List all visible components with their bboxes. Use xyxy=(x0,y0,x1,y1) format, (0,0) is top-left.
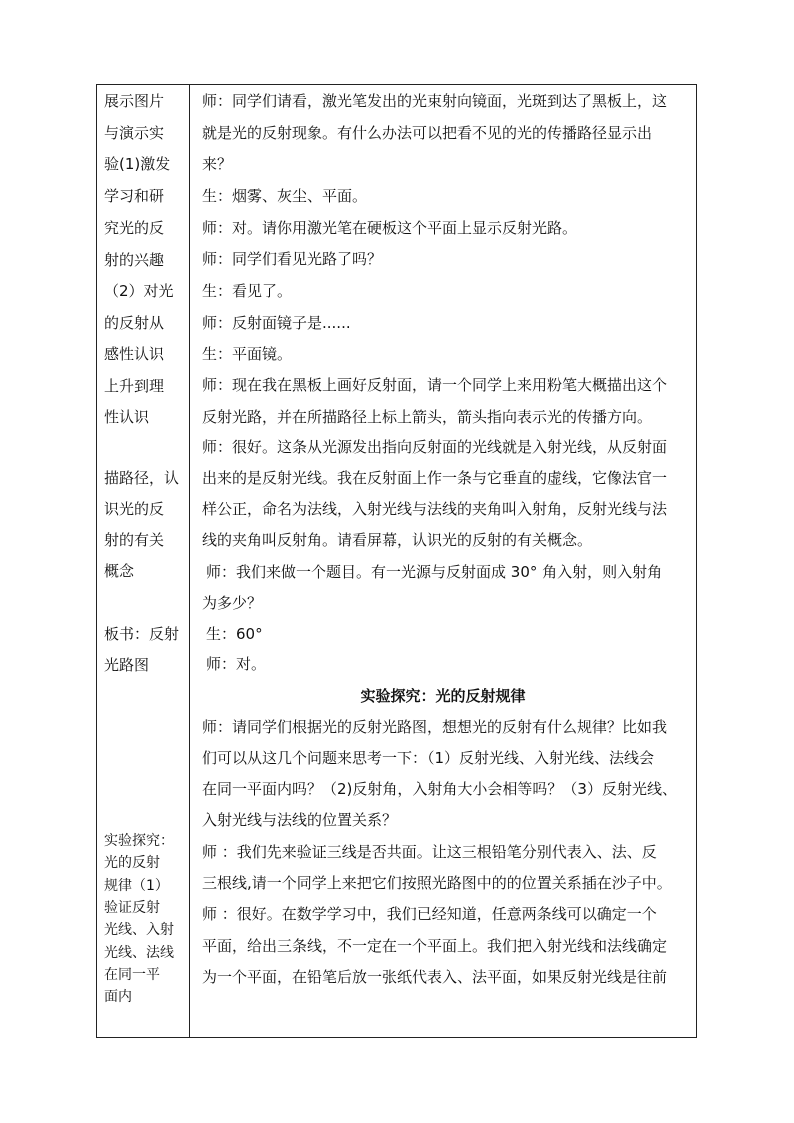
activity-text: 概念 xyxy=(104,562,135,580)
activity-text: 光路图 xyxy=(104,656,150,674)
activity-text: 板书：反射 xyxy=(104,625,180,643)
dialogue-line: 师：我们来做一个题目。有一光源与反射面成 30° 角入射，则入射角 xyxy=(206,563,663,581)
dialogue-line: 为多少？ xyxy=(202,594,263,612)
dialogue-line: 平面，给出三条线，不一定在一个平面上。我们把入射光线和法线确定 xyxy=(202,937,668,955)
dialogue-line: 师：反射面镜子是...... xyxy=(202,314,351,332)
dialogue-line: 线的夹角叫反射角。请看屏幕，认识光的反射的有关概念。 xyxy=(202,531,593,549)
activity-text: 实验探究： xyxy=(104,833,174,849)
activity-text: 光线、法线 xyxy=(104,945,174,961)
activity-text: 验(1)激发 xyxy=(104,155,171,173)
dialogue-column xyxy=(190,85,696,1037)
dialogue-line: 师：现在我在黑板上画好反射面，请一个同学上来用粉笔大概描出这个 xyxy=(202,376,668,394)
dialogue-line: 为一个平面，在铅笔后放一张纸代表入、法平面，如果反射光线是往前 xyxy=(202,968,668,986)
dialogue-line: 在同一平面内吗？（2)反射角，入射角大小会相等吗？（3）反射光线、 xyxy=(202,780,677,798)
activity-text: 性认识 xyxy=(104,408,150,426)
dialogue-line: 就是光的反射现象。有什么办法可以把看不见的光的传播路径显示出 xyxy=(202,124,653,142)
dialogue-line: 师：很好。这条从光源发出指向反射面的光线就是入射光线，从反射面 xyxy=(202,438,668,456)
dialogue-line: 生：烟雾、灰尘、平面。 xyxy=(202,187,368,205)
dialogue-line: 师：同学们请看，激光笔发出的光束射向镜面，光斑到达了黑板上，这 xyxy=(202,92,668,110)
dialogue-line: 三根线,请一个同学上来把它们按照光路图中的的位置关系插在沙子中。 xyxy=(202,874,672,892)
activity-text: 在同一平 xyxy=(104,967,160,983)
activity-text: 射的兴趣 xyxy=(104,251,165,269)
activity-text: 光线、入射 xyxy=(104,922,174,938)
activity-text: 验证反射 xyxy=(104,900,160,916)
activity-text: 上升到理 xyxy=(104,377,165,395)
dialogue-line: 师：请同学们根据光的反射光路图，想想光的反射有什么规律？比如我 xyxy=(202,718,668,736)
dialogue-line: 师：对。请你用激光笔在硬板这个平面上显示反射光路。 xyxy=(202,219,578,237)
activity-text: 展示图片 xyxy=(104,92,165,110)
activity-text: 学习和研 xyxy=(104,187,165,205)
lesson-plan-table xyxy=(96,84,697,1038)
dialogue-line: 来？ xyxy=(202,155,233,173)
dialogue-line: 师 ：很好。在数学学习中，我们已经知道，任意两条线可以确定一个 xyxy=(202,905,657,923)
dialogue-line: 反射光路，并在所描路径上标上箭头，箭头指向表示光的传播方向。 xyxy=(202,408,653,426)
activity-text: 感性认识 xyxy=(104,345,165,363)
dialogue-line: 样公正，命名为法线，入射光线与法线的夹角叫入射角，反射光线与法 xyxy=(202,500,668,518)
dialogue-line: 生：看见了。 xyxy=(202,282,293,300)
dialogue-line: 入射光线与法线的位置关系？ xyxy=(202,811,398,829)
dialogue-line: 师：对。 xyxy=(206,655,267,673)
activity-text: 识光的反 xyxy=(104,500,165,518)
dialogue-line: 生：60° xyxy=(206,625,263,643)
activity-text: 究光的反 xyxy=(104,219,165,237)
activity-text: 射的有关 xyxy=(104,531,165,549)
activity-column xyxy=(97,85,189,1037)
activity-text: 规律（1） xyxy=(104,878,169,894)
activity-text: 与演示实 xyxy=(104,124,165,142)
activity-text: 面内 xyxy=(104,989,132,1005)
activity-text: 描路径，认 xyxy=(104,469,180,487)
dialogue-line: 出来的是反射光线。我在反射面上作一条与它垂直的虚线，它像法官一 xyxy=(202,469,668,487)
section-heading: 实验探究：光的反射规律 xyxy=(360,687,526,705)
dialogue-line: 们可以从这几个问题来思考一下：（1）反射光线、入射光线、法线会 xyxy=(202,749,655,767)
activity-text: 光的反射 xyxy=(104,855,160,871)
dialogue-line: 师 ：我们先来验证三线是否共面。让这三根铅笔分别代表入、法、反 xyxy=(202,843,657,861)
dialogue-line: 生：平面镜。 xyxy=(202,345,293,363)
dialogue-line: 师：同学们看见光路了吗？ xyxy=(202,250,383,268)
activity-text: 的反射从 xyxy=(104,314,165,332)
activity-text: （2）对光 xyxy=(104,282,174,300)
